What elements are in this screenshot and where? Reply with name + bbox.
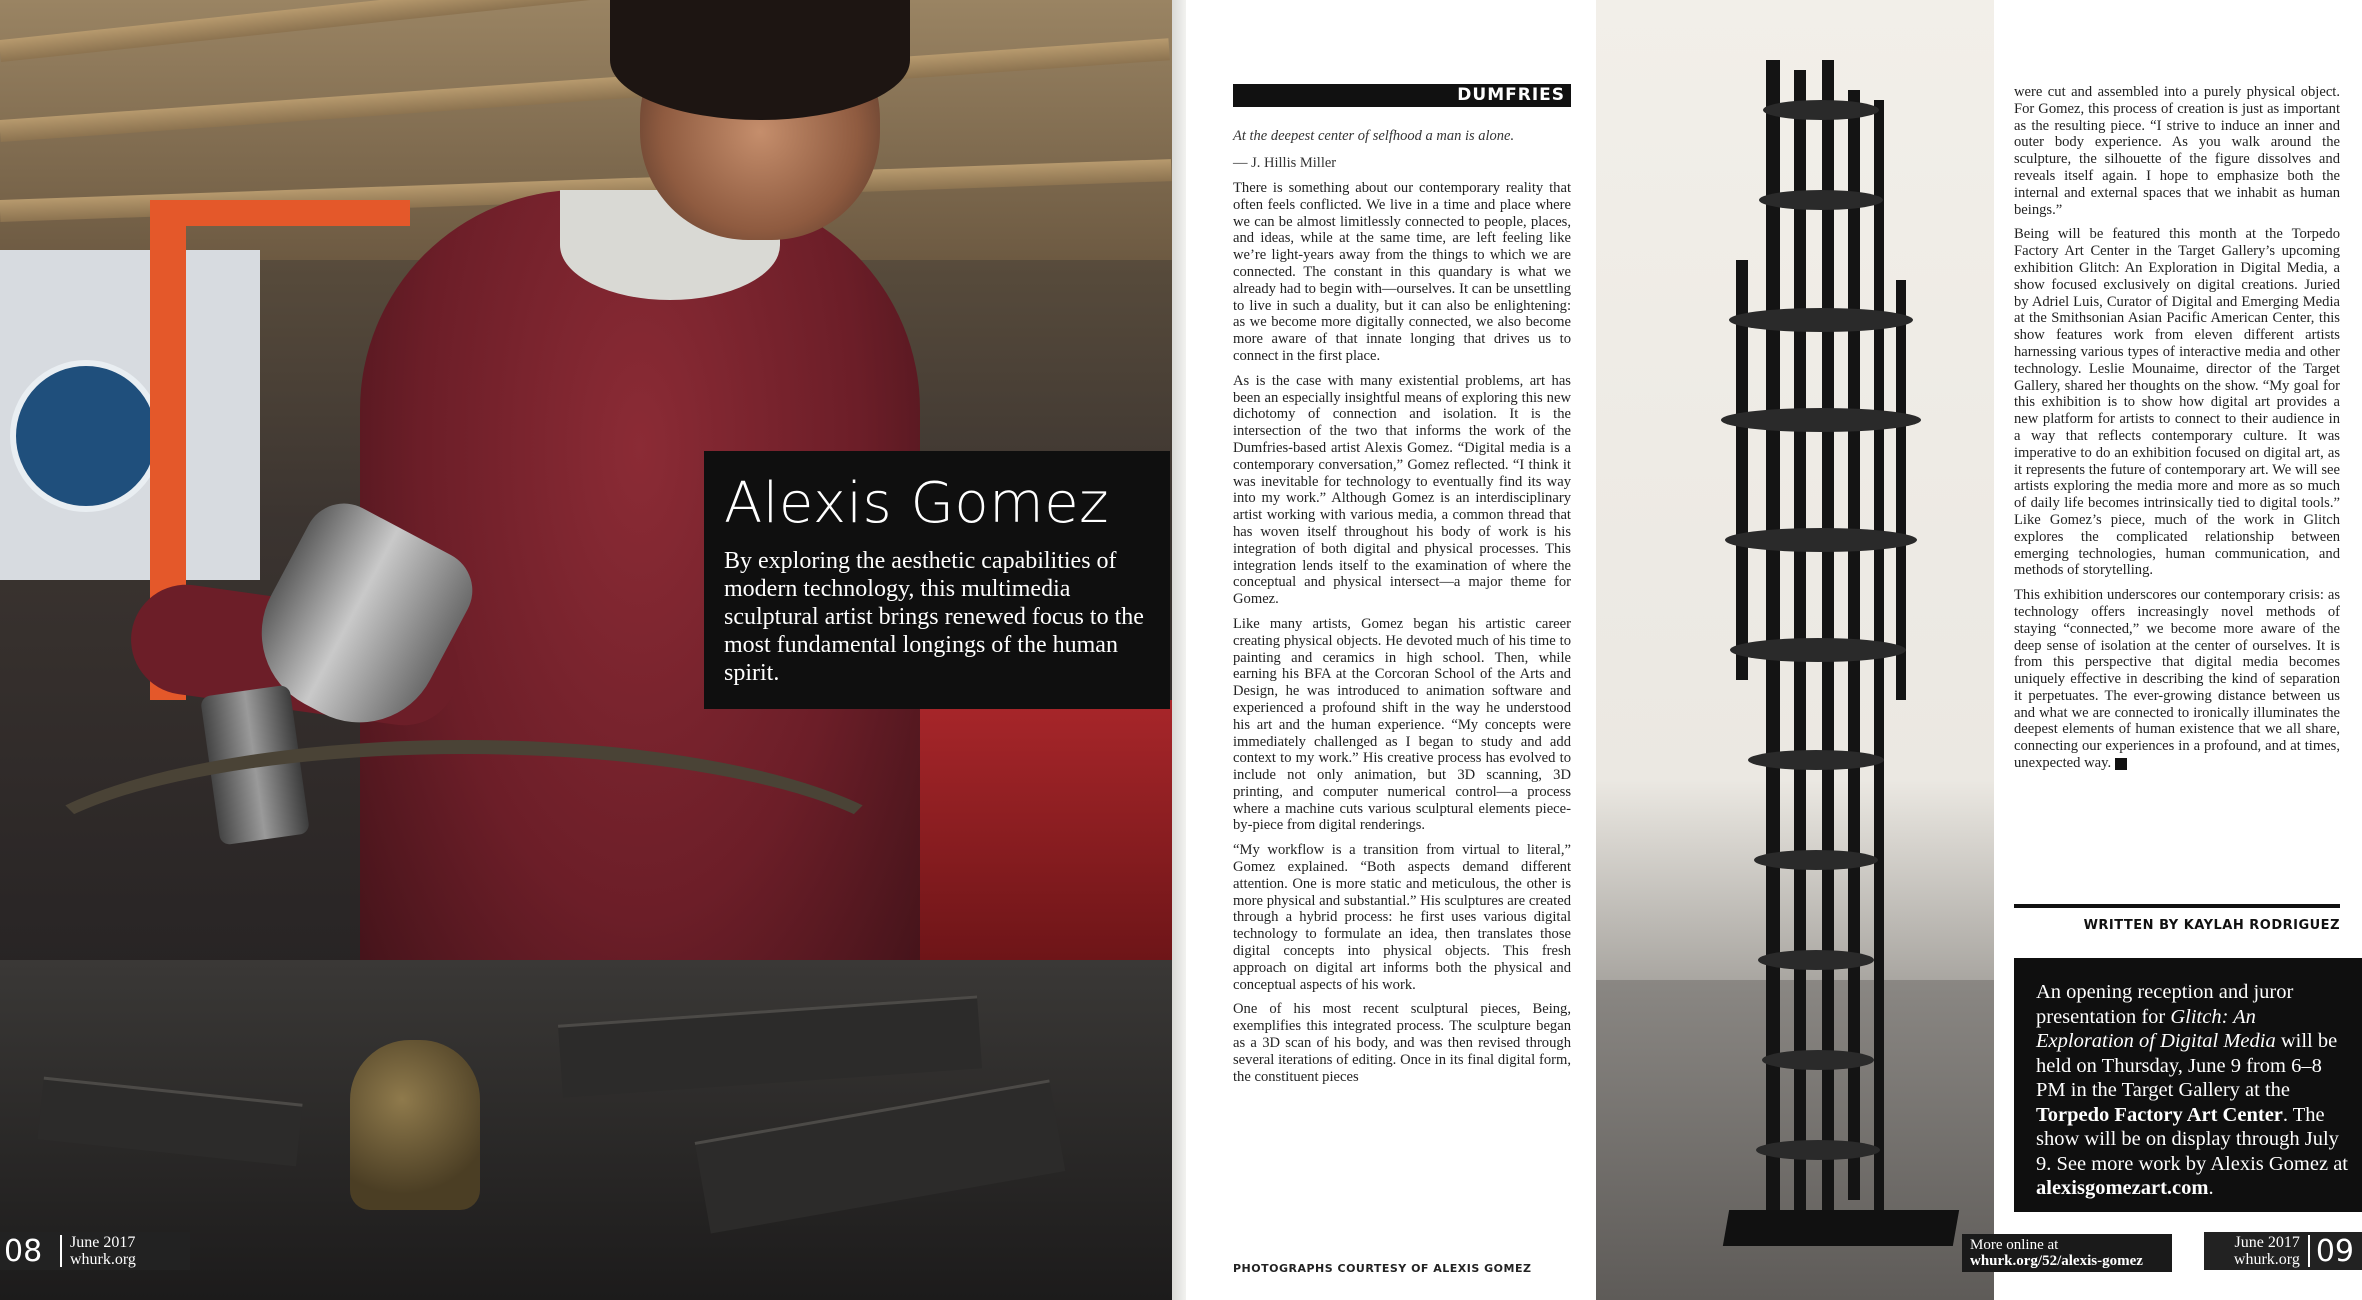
end-mark-icon	[2115, 758, 2127, 770]
wall-logo-icon	[10, 360, 162, 512]
folio-site: whurk.org	[2233, 1251, 2300, 1268]
paragraph: There is something about our contemporary reality that often feels conflicted. We live in a time and place where we can be almost limitlessly connected to people, places, and ideas, while at the same time, are left feeling like we’re light-years away from the things to which we are connected. The constant in this quandary is what we already had to begin with—ourselves. It can be unsettling to live in such a duality, but it can also be enlightening: as we become more digitally connected, we also become more aware of that innate longing that drives us to connect in the first place.	[1233, 180, 1571, 364]
folio-divider	[2308, 1235, 2310, 1267]
event-website-link[interactable]: alexisgomezart.com	[2036, 1177, 2209, 1199]
folio-right	[2204, 1232, 2362, 1270]
lift-beam	[150, 200, 410, 226]
paragraph: Being will be featured this month at the Torpedo Factory Art Center in the Target Gallery’s upcoming exhibition Glitch: An Exploration in Digital Media, a show focused exclusively on digital creations. Juried by Adriel Luis, Curator of Digital and Emerging Media at the Smithsonian Asian Pacific American Center, this show features work from eleven different artists harnessing various types of interactive media and other technology. Leslie Mounaime, director of the Target Gallery, shared her thoughts on the show. “My goal for this exhibition is to show how digital art provides a new platform for artists to connect to their audience in a way that reflects contemporary culture. It was imperative to do an exhibition focused on digital art, as it represents the future of contemporary art. We will see artists exploring the media more and more as so much of daily life becomes intrinsically tied to digital tools.” Like Gomez’s piece, much of the work in Glitch explores the complicated relationship between emerging technologies, human communication, and methods of storytelling.	[2014, 226, 2340, 579]
page-number: 08	[4, 1233, 43, 1269]
paragraph: Like many artists, Gomez began his artistic career creating physical objects. He devoted much of his time to painting and ceramics in high school. Then, while earning his BFA at the Corcoran School of the Arts and Design, he was introduced to animation software and experienced a profound shift in the way he understood his art and the human experience. “My concepts were immediately challenged as I began to study and add context to my work.” His creative process has evolved to include not only animation, but 3D scanning, 3D printing, and computer numerical control—a process where a machine cuts various sculptural elements piece-by-piece from digital renderings.	[1233, 615, 1571, 834]
page-number: 09	[2315, 1233, 2354, 1269]
article-column-1	[1233, 180, 1571, 1093]
brass-knob	[350, 1040, 480, 1210]
paragraph: were cut and assembled into a purely physical object. For Gomez, this process of creation is just as important as the resulting piece. “I strive to induce an inner and outer body experience. As you walk around the sculpture, the silhouette of the figure dissolves and reveals itself again. I hope to emphasize both the internal and external spaces that we inhabit as human beings.”	[2014, 84, 2340, 218]
byline-rule	[2014, 904, 2340, 908]
artist-hair	[610, 0, 910, 120]
photo-credit: PHOTOGRAPHS COURTESY OF ALEXIS GOMEZ	[1233, 1262, 1532, 1275]
byline: WRITTEN BY KAYLAH RODRIGUEZ	[2083, 918, 2340, 933]
online-label: More online at	[1970, 1237, 2059, 1253]
epigraph	[1233, 128, 1573, 172]
folio-meta	[2234, 1234, 2300, 1268]
event-info-box	[2014, 958, 2362, 1212]
event-text-1: An opening reception and juror presentation for	[2036, 981, 2294, 1028]
paragraph	[2014, 587, 2340, 772]
paragraph-text: This exhibition underscores our contemporary crisis: as technology offers increasingly novel methods of staying “connected,” we become more aware of the deep sense of isolation at the center of ourselves. It is from this perspective that digital media becomes uniquely effective in describing the kind of separation it perpetuates. The ever-growing distance between us and what we are connected to ironically illuminates the deepest elements of human existence that we all share, connecting our experiences in a profound, and at times, unexpected way.	[2014, 587, 2340, 772]
article-title: Alexis Gomez	[724, 471, 1110, 536]
paragraph: One of his most recent sculptural pieces, Being, exemplifies this integrated process. The sculpture began as a 3D scan of his body, and was then revised through several iterations of editing. Once in its final digital form, the constituent pieces	[1233, 1001, 1571, 1085]
sculpture-base	[1723, 1210, 1959, 1246]
folio-divider	[60, 1235, 62, 1267]
event-text-3: . The show will be on display through July 9. See more work by Alexis Gomez at	[2036, 1103, 2348, 1175]
article-column-2	[2014, 84, 2340, 780]
folio-date: June 2017	[70, 1234, 136, 1251]
page-gutter	[1172, 0, 1186, 1300]
epigraph-attribution: — J. Hillis Miller	[1233, 155, 1337, 171]
event-show-title: Glitch: An Exploration of Digital Media	[2036, 1005, 2276, 1052]
title-box	[704, 451, 1170, 709]
folio-meta	[70, 1234, 136, 1268]
folio-left	[0, 1232, 190, 1270]
folio-date: June 2017	[2234, 1234, 2300, 1251]
sculpture-being	[1596, 0, 1994, 1300]
paragraph: As is the case with many existential problems, art has been an especially insightful means of exploring this new dichotomy of connection and isolation. It is the intersection of the two that informs the work of the Dumfries-based artist Alexis Gomez. “Digital media is a contemporary conversation,” Gomez reflected. “I think it was inevitable for technology to eventually find its way into my work.” Although Gomez is an interdisciplinary artist working with various media, a common thread that has woven itself throughout his body of work is his integration of both digital and physical processes. This integration lends itself to the examination of where the conceptual and physical intersect—a major theme for Gomez.	[1233, 372, 1571, 608]
sculpture-photo	[1596, 0, 1994, 1300]
more-online-box	[1962, 1234, 2172, 1272]
tool-cabinet	[890, 700, 1172, 960]
event-text-2: will be held on Thursday, June 9 from 6–8 PM in the Target Gallery at the	[2036, 1030, 2338, 1101]
section-label: DUMFRIES	[1233, 84, 1571, 107]
event-venue: Torpedo Factory Art Center	[2036, 1103, 2283, 1126]
paragraph: “My workflow is a transition from virtual to literal,” Gomez explained. “Both aspects demand different attention. One is more static and meticulous, the other is more physical and substantial.” His sculptures are created through a hybrid process: he first uses various digital technology to formulate an idea, then translates those digital concepts into physical objects. This fresh approach on digital art informs both the physical and conceptual aspects of his work.	[1233, 842, 1571, 993]
online-url-link[interactable]: whurk.org/52/alexis-gomez	[1970, 1253, 2143, 1269]
epigraph-quote: At the deepest center of selfhood a man is alone.	[1233, 128, 1515, 144]
article-dek: By exploring the aesthetic capabilities of modern technology, this multimedia sculptural artist brings renewed focus to the most fundamental longings of the human spirit.	[724, 548, 1144, 686]
folio-site: whurk.org	[70, 1251, 136, 1268]
event-text-4: .	[2208, 1177, 2214, 1199]
